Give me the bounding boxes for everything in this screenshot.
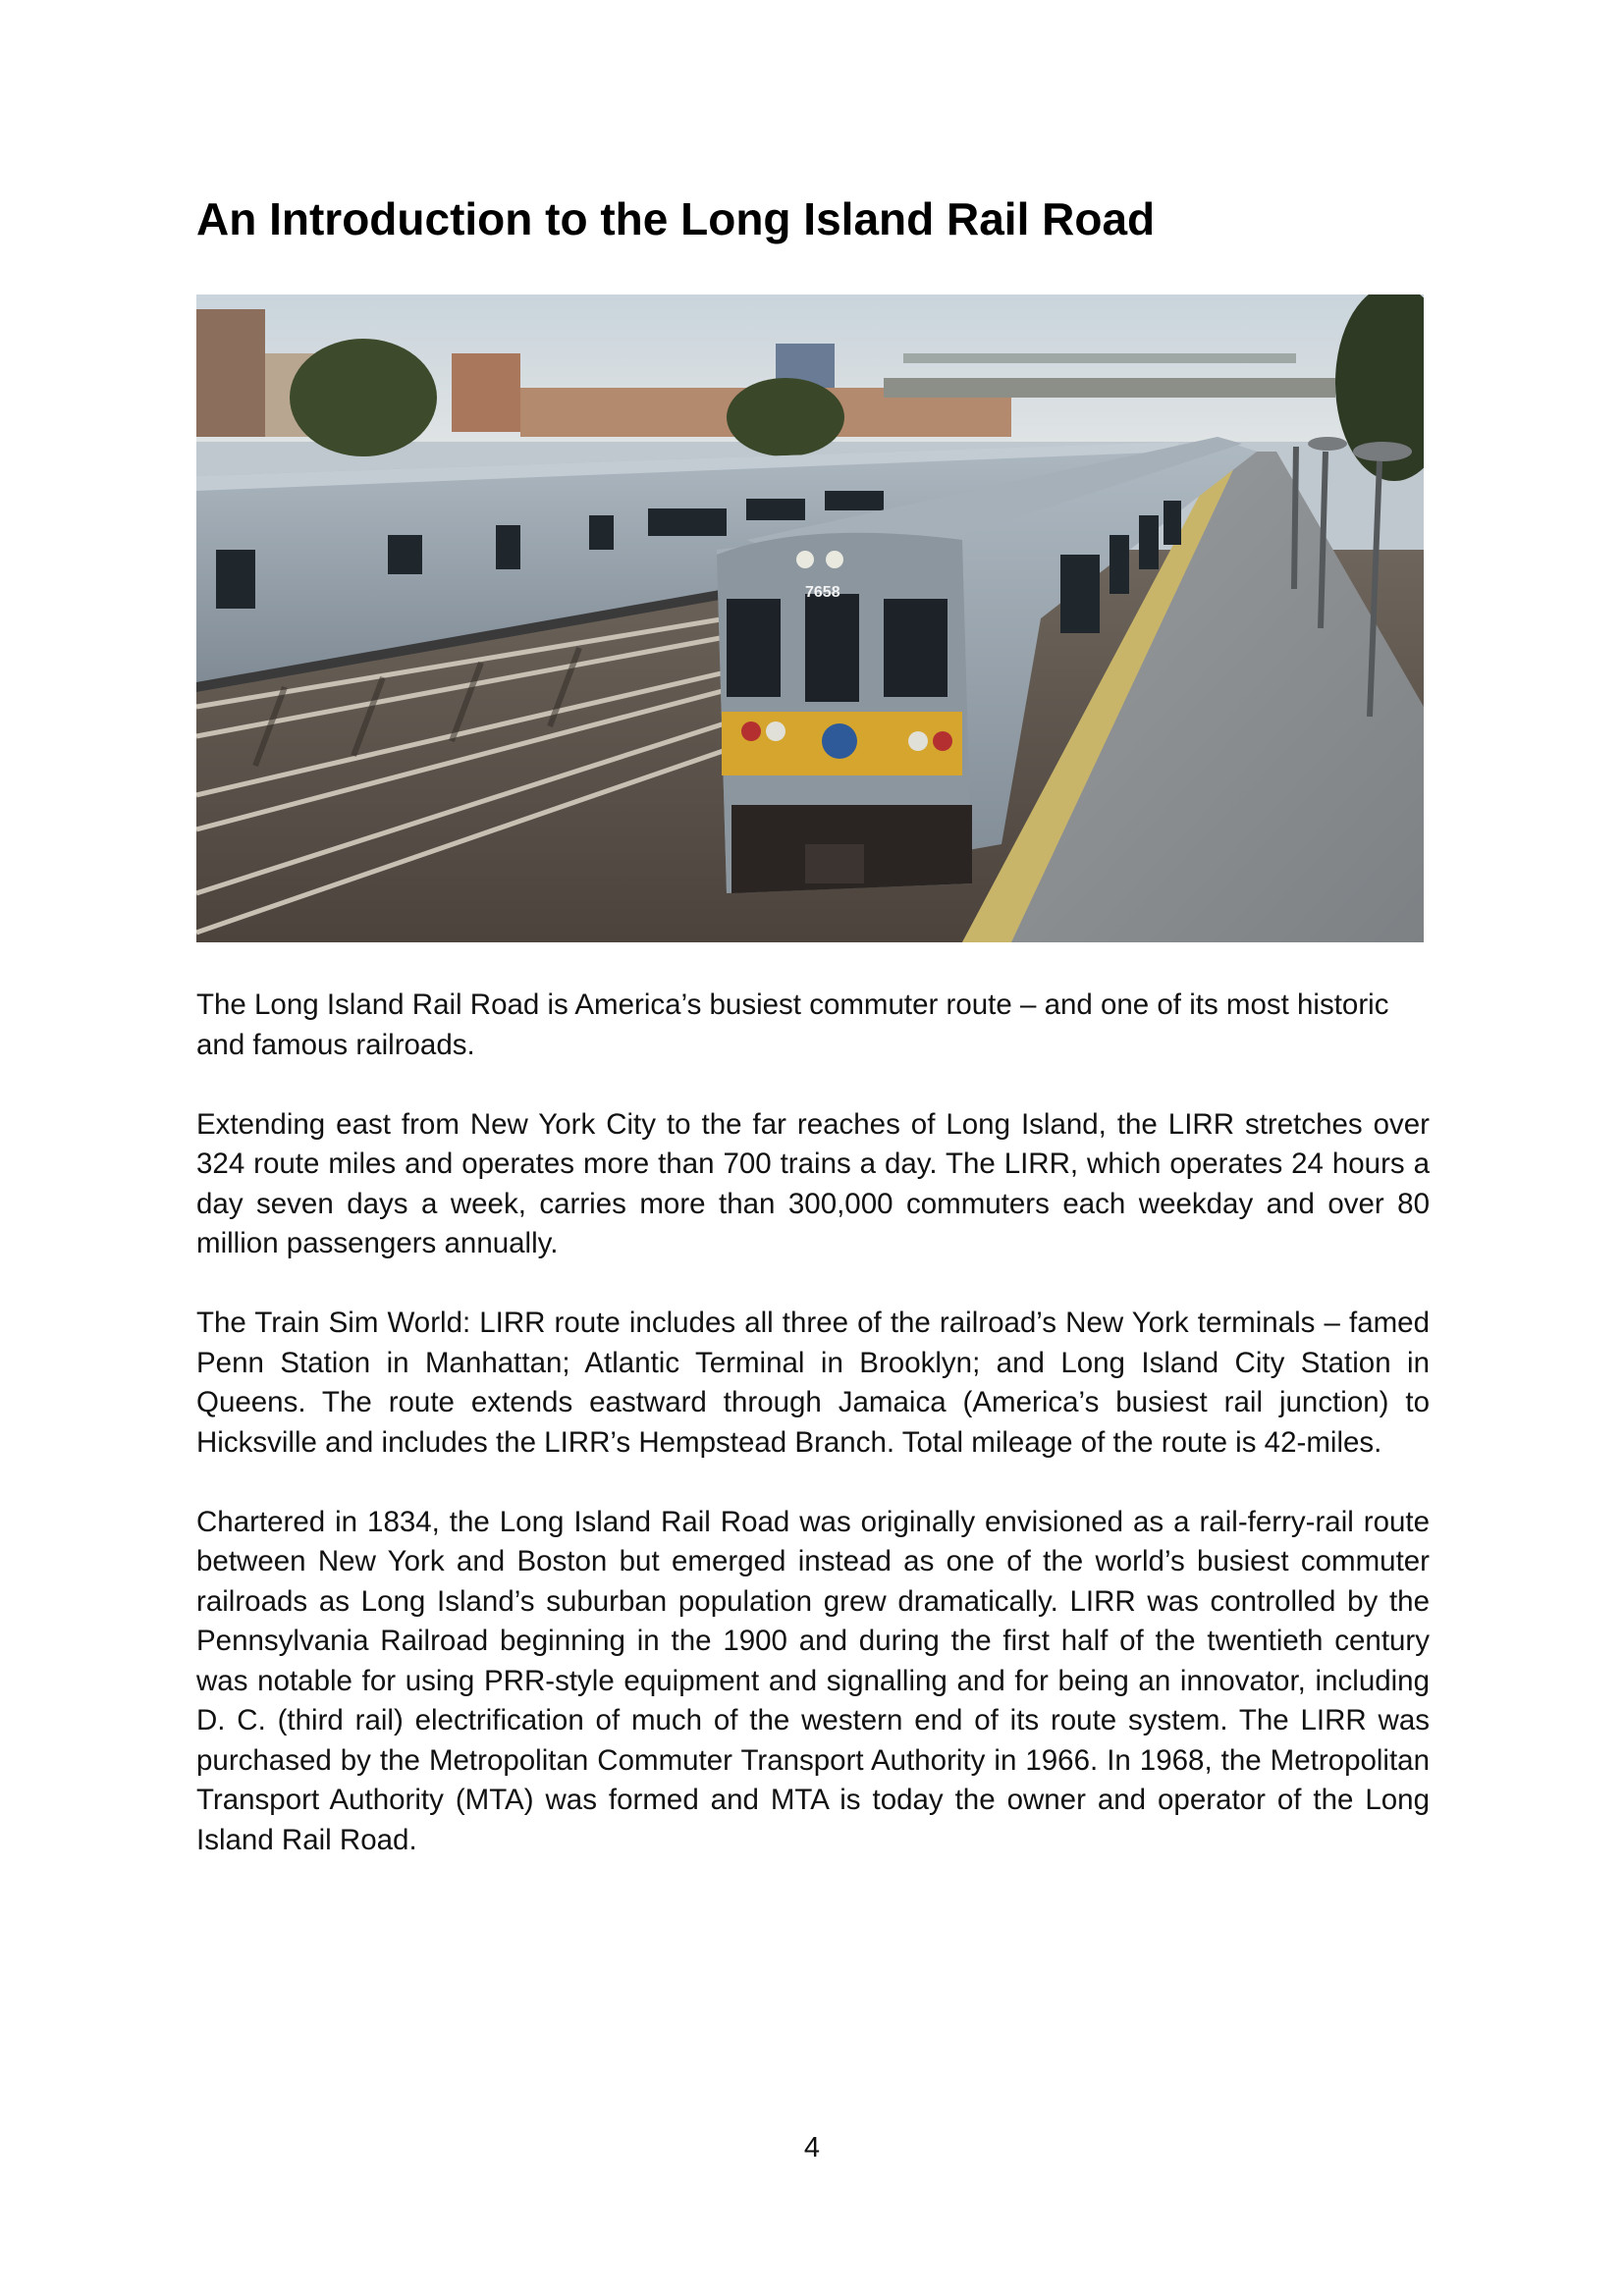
paragraph-4: Chartered in 1834, the Long Island Rail Road was originally envisioned as a rail-ferry-rail route between New York and Boston but emerged instead as one of the world’s busiest commuter railroads as Long Island’s suburban population grew dramatically. LIRR was controlled by the Pennsylvania Railroad beginning in the 1900 and during the first half of the twentieth century was notable for using PRR-style equipment and signalling and for being an innovator, including D. C. (third rail) electrification of much of the western end of its route system. The LIRR was purchased by the Metropolitan Commuter Transport Authority in 1966. In 1968, the Metropolitan Transport Authority (MTA) was formed and MTA is today the owner and operator of the Long Island Rail Road. — [196, 1505, 1430, 1856]
article-body — [196, 986, 1430, 1900]
page-title: An Introduction to the Long Island Rail Road — [196, 193, 1156, 244]
train-photo — [196, 294, 1424, 942]
paragraph-3: The Train Sim World: LIRR route includes all three of the railroad’s New York terminals – famed Penn Station in Manhattan; Atlantic Terminal in Brooklyn; and Long Island City Station in Queens. The route extends eastward through Jamaica (America’s busiest rail junction) to Hicksville and includes the LIRR’s Hempstead Branch. Total mileage of the route is 42-miles. — [196, 1307, 1430, 1459]
page-number: 4 — [803, 2132, 821, 2163]
train-number: 7658 — [805, 584, 840, 601]
paragraph-2: Extending east from New York City to the far reaches of Long Island, the LIRR stretches over 324 route miles and operates more than 700 trains a day. The LIRR, which operates 24 hours a day seven days a week, carries more than 300,000 commuters each weekday and over 80 million passengers annually. — [196, 1107, 1430, 1259]
paragraph-1: The Long Island Rail Road is America’s busiest commuter route – and one of its most historic and famous railroads. — [196, 988, 1389, 1061]
train-photo-illustration — [196, 294, 1424, 942]
